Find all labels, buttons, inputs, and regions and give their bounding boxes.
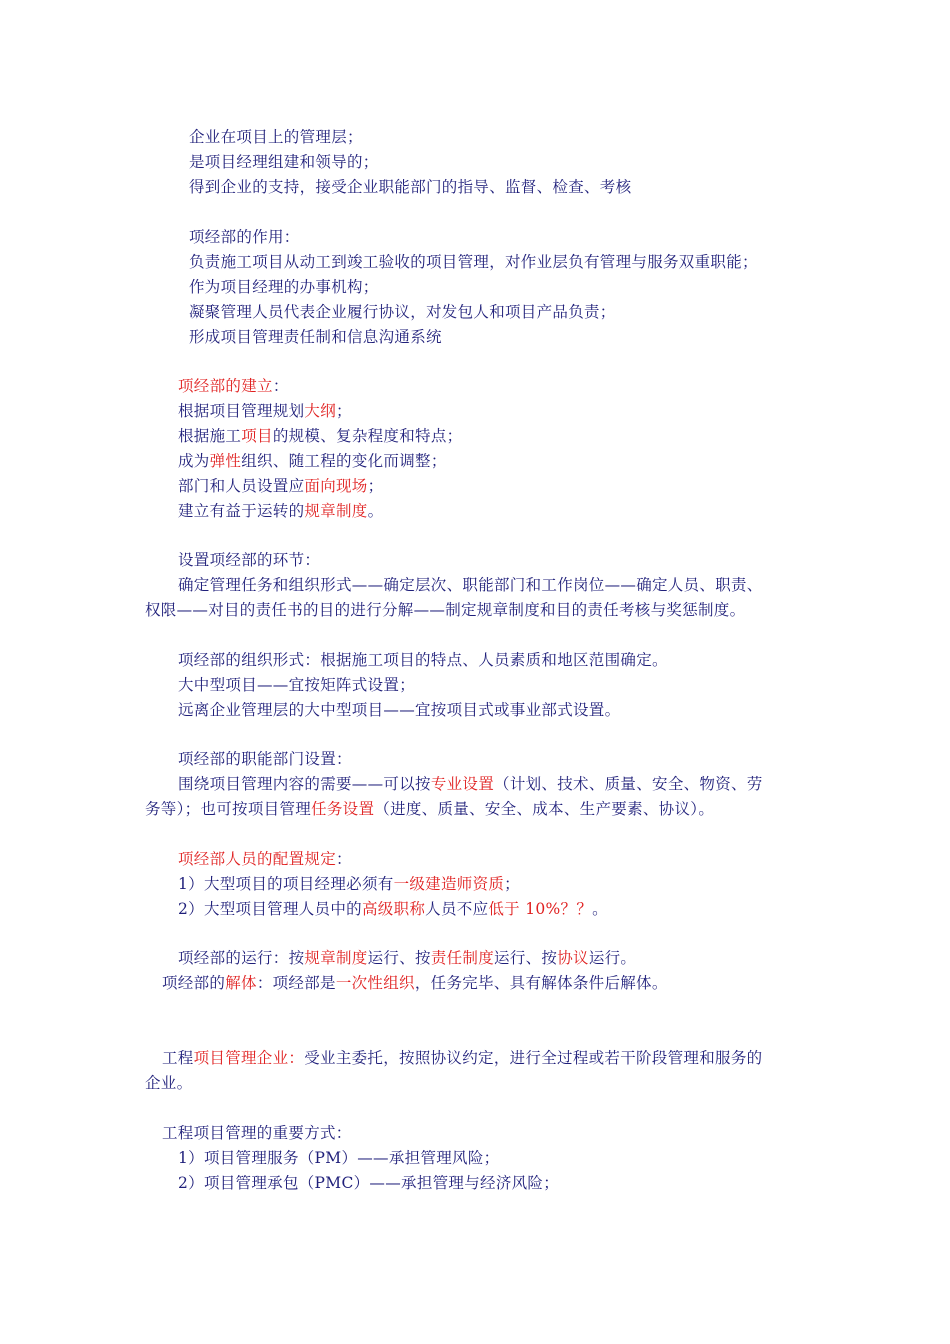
- text-segment: 形成项目管理责任制和信息沟通系统: [189, 328, 442, 346]
- text-line: [178, 749, 352, 769]
- highlighted-text: 协议: [557, 949, 589, 967]
- highlighted-text: 一次性组织: [335, 974, 415, 992]
- text-segment: 项经部的职能部门设置：: [178, 750, 352, 768]
- text-segment: （计划、技术、质量、安全、物资、劳: [494, 775, 763, 793]
- highlighted-text: 项经部的建立: [178, 377, 273, 395]
- text-line: [178, 451, 447, 471]
- text-line: [178, 1148, 499, 1168]
- text-line: [162, 1048, 762, 1068]
- text-line: [178, 650, 668, 670]
- highlighted-text: 规章制度: [304, 949, 368, 967]
- text-segment: 设置项经部的环节：: [178, 551, 321, 569]
- highlighted-text: 规章制度: [304, 502, 368, 520]
- text-segment: 2）项目管理承包（PMC）——承担管理与经济风险；: [178, 1174, 560, 1192]
- text-segment: 人员不应: [425, 900, 489, 918]
- highlighted-text: 高级职称: [361, 900, 426, 918]
- text-segment: 得到企业的支持，接受企业职能部门的指导、监督、检查、考核: [189, 178, 632, 196]
- text-segment: 运行。: [588, 949, 637, 967]
- text-line: [189, 252, 758, 272]
- highlighted-text: 项经部人员的配置规定: [178, 850, 337, 868]
- text-line: [178, 501, 383, 521]
- text-segment: 运行、按: [494, 949, 558, 967]
- text-segment: 。: [592, 900, 608, 918]
- text-line: [178, 948, 636, 968]
- text-segment: ；: [336, 402, 352, 420]
- text-segment: ：: [272, 377, 289, 395]
- text-line: [189, 327, 442, 347]
- text-segment: 项经部的作用：: [189, 228, 300, 246]
- text-segment: 工程项目管理的重要方式：: [162, 1124, 352, 1142]
- text-segment: 围绕项目管理内容的需要——可以按: [178, 775, 431, 793]
- text-segment: 1）项目管理服务（PM）——承担管理风险；: [178, 1149, 500, 1167]
- text-segment: 。: [367, 502, 384, 520]
- highlighted-text: 项目管理企业：: [193, 1049, 305, 1067]
- text-line: [178, 476, 383, 496]
- text-line: [178, 575, 763, 595]
- text-line: [178, 700, 620, 720]
- highlighted-text: 低于 10%？？: [488, 900, 593, 918]
- text-segment: 项经部的运行：按: [178, 949, 305, 967]
- text-line: [178, 376, 289, 396]
- text-segment: 工程: [162, 1049, 194, 1067]
- text-line: [178, 899, 608, 919]
- text-segment: 权限——对目的责任书的目的进行分解——制定规章制度和目的责任考核与奖惩制度。: [145, 601, 746, 619]
- text-segment: 负责施工项目从动工到竣工验收的项目管理，对作业层负有管理与服务双重职能；: [189, 253, 758, 271]
- text-line: [145, 1073, 192, 1093]
- highlighted-text: 一级建造师资质: [393, 875, 505, 893]
- highlighted-text: 专业设置: [430, 775, 495, 793]
- text-segment: 企业。: [145, 1074, 193, 1092]
- text-segment: 项经部的: [162, 974, 226, 992]
- text-segment: 的规模、复杂程度和特点；: [272, 427, 463, 445]
- text-line: [162, 1123, 352, 1143]
- text-segment: 作为项目经理的办事机构；: [189, 278, 379, 296]
- text-line: [189, 127, 363, 147]
- text-segment: 建立有益于运转的: [178, 502, 305, 520]
- text-segment: 项经部的组织形式：根据施工项目的特点、人员素质和地区范围确定。: [178, 651, 668, 669]
- highlighted-text: 解体: [225, 974, 257, 992]
- text-line: [145, 799, 714, 819]
- text-line: [178, 426, 462, 446]
- text-segment: 1）大型项目的项目经理必须有: [178, 875, 394, 893]
- text-line: [178, 849, 352, 869]
- text-segment: 确定管理任务和组织形式——确定层次、职能部门和工作岗位——确定人员、职责、: [178, 576, 763, 594]
- text-segment: 成为: [178, 452, 210, 470]
- text-segment: 是项目经理组建和领导的；: [189, 153, 379, 171]
- highlighted-text: 项目: [241, 427, 273, 445]
- text-segment: ；: [504, 875, 520, 893]
- text-segment: 务等）；也可按项目管理: [145, 800, 312, 818]
- text-line: [178, 874, 520, 894]
- highlighted-text: 责任制度: [430, 949, 495, 967]
- text-segment: 组织、随工程的变化而调整；: [241, 452, 447, 470]
- text-line: [178, 550, 320, 570]
- text-segment: 远离企业管理层的大中型项目——宜按项目式或事业部式设置。: [178, 701, 621, 719]
- highlighted-text: 弹性: [209, 452, 242, 470]
- text-segment: ：: [336, 850, 352, 868]
- text-segment: ；: [367, 477, 384, 495]
- text-line: [178, 1173, 559, 1193]
- text-segment: 根据施工: [178, 427, 242, 445]
- text-line: [189, 277, 379, 297]
- text-segment: 2）大型项目管理人员中的: [178, 900, 362, 918]
- text-line: [189, 177, 631, 197]
- text-line: [189, 227, 300, 247]
- highlighted-text: 大纲: [304, 402, 337, 420]
- text-line: [178, 401, 352, 421]
- text-segment: 部门和人员设置应: [178, 477, 305, 495]
- text-line: [178, 675, 415, 695]
- text-line: [145, 600, 745, 620]
- highlighted-text: 任务设置: [311, 800, 375, 818]
- text-segment: （进度、质量、安全、成本、生产要素、协议）。: [374, 800, 715, 818]
- text-segment: ，任务完毕、具有解体条件后解体。: [414, 974, 668, 992]
- text-segment: 运行、按: [367, 949, 431, 967]
- text-line: [162, 973, 668, 993]
- text-segment: 大中型项目——宜按矩阵式设置；: [178, 676, 416, 694]
- text-segment: 企业在项目上的管理层；: [189, 128, 363, 146]
- text-segment: 根据项目管理规划: [178, 402, 305, 420]
- highlighted-text: 面向现场: [304, 477, 368, 495]
- text-line: [178, 774, 763, 794]
- text-segment: 凝聚管理人员代表企业履行协议，对发包人和项目产品负责；: [189, 303, 616, 321]
- text-segment: ：项经部是: [256, 974, 336, 992]
- text-line: [189, 302, 616, 322]
- text-line: [189, 152, 379, 172]
- text-segment: 受业主委托，按照协议约定，进行全过程或若干阶段管理和服务的: [304, 1049, 763, 1067]
